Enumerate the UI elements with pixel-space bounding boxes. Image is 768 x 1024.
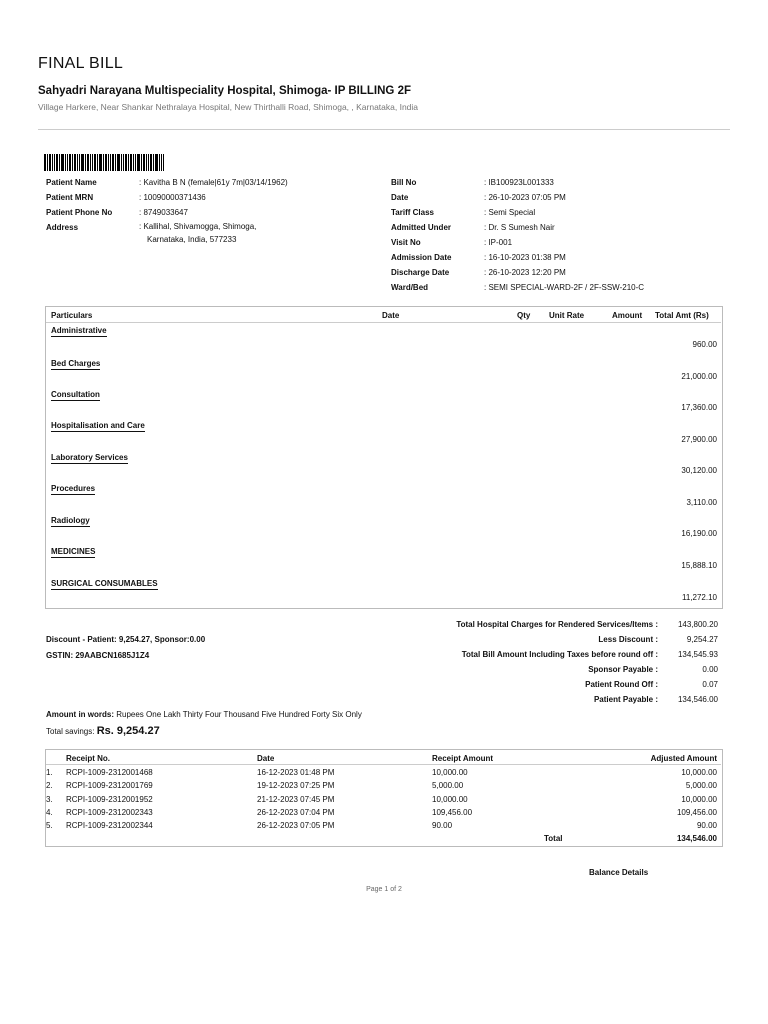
col-receipt-amount: Receipt Amount [432, 754, 494, 763]
patient-address-line1: : Kallihal, Shivamogga, Shimoga, [139, 222, 257, 231]
bill-no-label: Bill No [391, 178, 417, 187]
charge-total: 17,360.00 [681, 403, 717, 412]
hospital-address: Village Harkere, Near Shankar Nethralaya Hospital, New Thirthalli Road, Shimoga, , Karnataka, India [38, 102, 419, 112]
total-savings-value: Rs. 9,254.27 [96, 725, 160, 737]
summary-label: Less Discount : [598, 635, 658, 644]
summary-value: 0.07 [702, 680, 718, 689]
charge-total: 3,110.00 [686, 498, 717, 507]
receipt-no: RCPI-1009-2312001769 [66, 781, 153, 790]
col-qty: Qty [517, 311, 531, 320]
receipt-adjusted: 5,000.00 [685, 781, 717, 790]
receipt-adjusted: 10,000.00 [681, 768, 717, 777]
charge-total: 16,190.00 [681, 529, 717, 538]
charge-category: Bed Charges [51, 359, 101, 368]
ward-bed-label: Ward/Bed [391, 283, 429, 292]
receipt-amount: 10,000.00 [432, 795, 468, 804]
charge-category: Administrative [51, 326, 107, 335]
summary-label: Patient Payable : [593, 695, 658, 704]
summary-value: 143,800.20 [677, 620, 718, 629]
patient-address-label: Address [46, 223, 79, 232]
amount-in-words-value: Rupees One Lakh Thirty Four Thousand Five Hundred Forty Six Only [116, 710, 362, 719]
charge-total: 15,888.10 [681, 561, 717, 570]
summary-label: Total Bill Amount Including Taxes before round off : [461, 650, 658, 659]
ward-bed-value: : SEMI SPECIAL-WARD-2F / 2F-SSW-210-C [484, 283, 645, 292]
charge-category: MEDICINES [51, 547, 96, 556]
bill-date-value: : 26-10-2023 07:05 PM [484, 193, 566, 202]
receipt-amount: 5,000.00 [432, 781, 464, 790]
receipt-date: 19-12-2023 07:25 PM [257, 781, 335, 790]
charges-header-divider [46, 322, 721, 323]
page-number: Page 1 of 2 [366, 886, 402, 893]
summary-value: 9,254.27 [686, 635, 718, 644]
admitted-under-label: Admitted Under [391, 223, 451, 232]
admitted-under-value: : Dr. S Sumesh Nair [484, 223, 555, 232]
receipt-index: 4. [46, 808, 53, 817]
col-date: Date [382, 311, 400, 320]
col-receipt-no: Receipt No. [66, 754, 111, 763]
receipt-amount: 90.00 [432, 821, 453, 830]
amount-in-words-label: Amount in words: [46, 710, 114, 719]
receipt-index: 3. [46, 795, 53, 804]
receipts-total-label: Total [544, 834, 563, 843]
col-particulars: Particulars [51, 311, 93, 320]
discharge-date-label: Discharge Date [391, 268, 450, 277]
admission-date-label: Admission Date [391, 253, 452, 262]
receipt-adjusted: 109,456.00 [676, 808, 717, 817]
col-unit-rate: Unit Rate [549, 311, 585, 320]
receipt-no: RCPI-1009-2312002343 [66, 808, 153, 817]
receipt-date: 26-12-2023 07:05 PM [257, 821, 335, 830]
total-savings [46, 725, 160, 737]
charge-category: Laboratory Services [51, 453, 128, 462]
charge-total: 21,000.00 [681, 372, 717, 381]
charge-category: Radiology [51, 516, 90, 525]
bill-no-value: : IB100923L001333 [484, 178, 554, 187]
summary-value: 134,545.93 [677, 650, 718, 659]
barcode-image [44, 154, 164, 171]
admission-date-value: : 16-10-2023 01:38 PM [484, 253, 566, 262]
charge-category: Hospitalisation and Care [51, 421, 145, 430]
balance-details-heading: Balance Details [589, 868, 649, 877]
amount-in-words [46, 710, 362, 719]
patient-name-value: : Kavitha B N (female|61y 7m|03/14/1962) [139, 178, 288, 187]
receipt-adjusted: 90.00 [696, 821, 717, 830]
col-receipt-date: Date [257, 754, 275, 763]
visit-no-value: : IP-001 [484, 238, 513, 247]
charge-total: 960.00 [692, 340, 717, 349]
summary-label: Patient Round Off : [585, 680, 658, 689]
tariff-class-label: Tariff Class [391, 208, 434, 217]
receipt-no: RCPI-1009-2312001952 [66, 795, 153, 804]
receipt-index: 1. [46, 768, 53, 777]
bill-date-label: Date [391, 193, 409, 202]
summary-value: 0.00 [702, 665, 718, 674]
receipt-date: 16-12-2023 01:48 PM [257, 768, 335, 777]
receipt-no: RCPI-1009-2312001468 [66, 768, 153, 777]
discount-text [46, 635, 205, 644]
discharge-date-value: : 26-10-2023 12:20 PM [484, 268, 566, 277]
bill-title: FINAL BILL [38, 55, 124, 72]
receipts-header-divider [46, 764, 721, 765]
patient-phone-value: : 8749033647 [139, 208, 188, 217]
patient-phone-label: Patient Phone No [46, 208, 113, 217]
summary-value: 134,546.00 [677, 695, 718, 704]
receipts-total-value: 134,546.00 [676, 834, 717, 843]
total-savings-label: Total savings: [46, 727, 95, 736]
hospital-name: Sahyadri Narayana Multispeciality Hospital, Shimoga- IP BILLING 2F [38, 85, 411, 97]
patient-address-line2: Karnataka, India, 577233 [147, 235, 237, 244]
col-amount: Amount [612, 311, 643, 320]
charge-category: Consultation [51, 390, 100, 399]
charge-total: 30,120.00 [681, 466, 717, 475]
header-divider [38, 129, 730, 130]
receipt-adjusted: 10,000.00 [681, 795, 717, 804]
gstin: GSTIN: 29AABCN1685J1Z4 [46, 651, 150, 660]
summary-label: Total Hospital Charges for Rendered Services/Items : [456, 620, 658, 629]
col-total-amt: Total Amt (Rs) [655, 311, 709, 320]
patient-mrn-value: : 10090000371436 [139, 193, 206, 202]
patient-name-label: Patient Name [46, 178, 97, 187]
visit-no-label: Visit No [391, 238, 421, 247]
col-adjusted-amount: Adjusted Amount [650, 754, 717, 763]
charge-total: 27,900.00 [681, 435, 717, 444]
receipt-date: 26-12-2023 07:04 PM [257, 808, 335, 817]
tariff-class-value: : Semi Special [484, 208, 536, 217]
receipt-index: 5. [46, 821, 53, 830]
discount-text-value: Discount - Patient: 9,254.27, Sponsor:0.00 [46, 635, 206, 644]
charge-category: SURGICAL CONSUMABLES [51, 579, 158, 588]
charge-total: 11,272.10 [682, 593, 717, 602]
receipt-date: 21-12-2023 07:45 PM [257, 795, 335, 804]
summary-label: Sponsor Payable : [588, 665, 658, 674]
receipt-amount: 109,456.00 [432, 808, 473, 817]
receipt-index: 2. [46, 781, 53, 790]
patient-mrn-label: Patient MRN [46, 193, 94, 202]
receipt-amount: 10,000.00 [432, 768, 468, 777]
charge-category: Procedures [51, 484, 96, 493]
receipt-no: RCPI-1009-2312002344 [66, 821, 153, 830]
